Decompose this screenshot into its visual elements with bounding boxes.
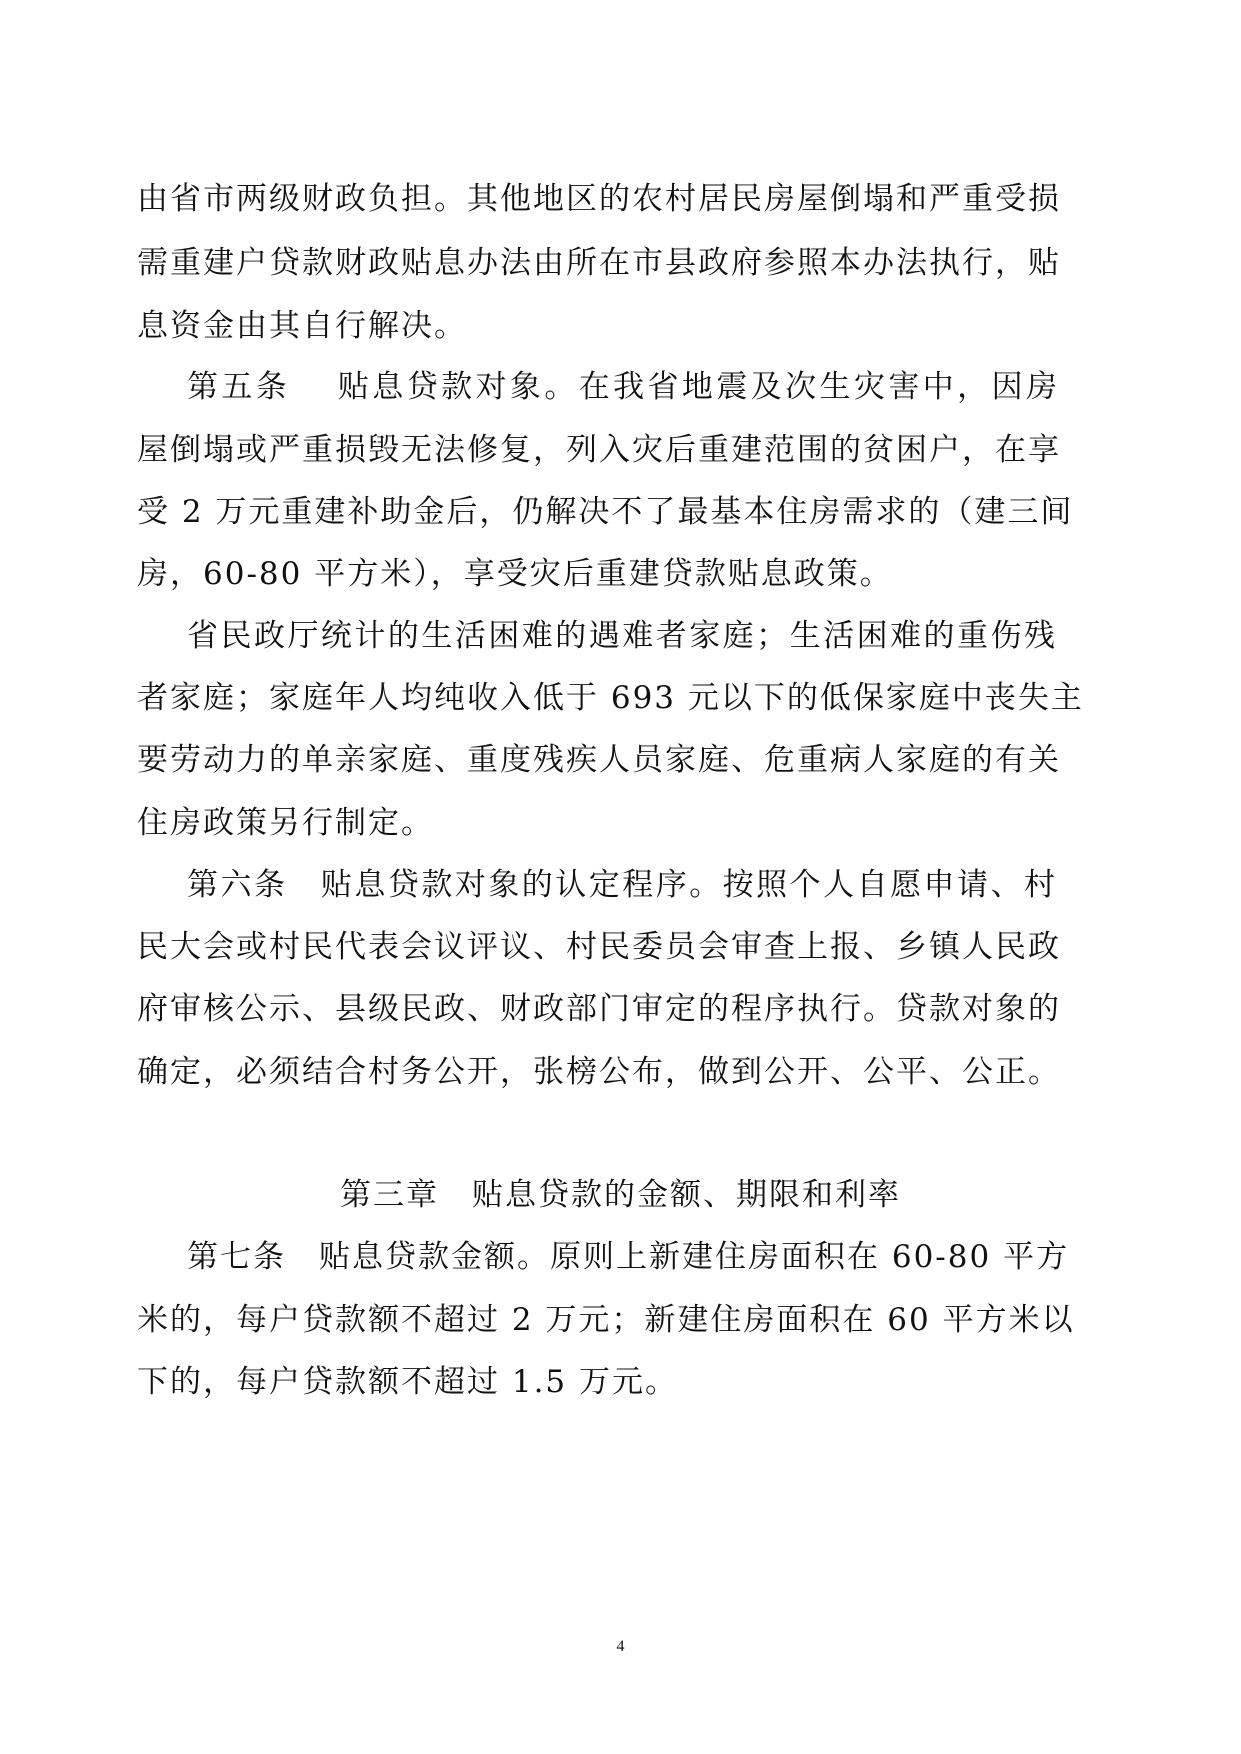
article-6-line-1: 第六条 贴息贷款对象的认定程序。按照个人自愿申请、村: [187, 867, 1057, 903]
article-5-line-2: 屋倒塌或严重损毁无法修复，列入灾后重建范围的贫困户，在享: [137, 432, 1061, 468]
article-6-line-3: 府审核公示、县级民政、财政部门审定的程序执行。贷款对象的: [137, 991, 1061, 1027]
paragraph-3-line-2: 者家庭；家庭年人均纯收入低于 693 元以下的低保家庭中丧失主: [137, 680, 1084, 716]
article-7-line-3: 下的，每户贷款额不超过 1.5 万元。: [137, 1364, 679, 1400]
chapter-title: 第三章 贴息贷款的金额、期限和利率: [340, 1177, 901, 1213]
paragraph-3-line-3: 要劳动力的单亲家庭、重度残疾人员家庭、危重病人家庭的有关: [137, 742, 1061, 778]
article-5-line-1: 第五条 贴息贷款对象。在我省地震及次生灾害中，因房: [187, 369, 1059, 405]
article-7-line-2: 米的，每户贷款额不超过 2 万元；新建住房面积在 60 平方米以: [137, 1302, 1075, 1338]
paragraph-1-line-2: 需重建户贷款财政贴息办法由所在市县政府参照本办法执行，贴: [137, 245, 1061, 281]
paragraph-3-line-1: 省民政厅统计的生活困难的遇难者家庭；生活困难的重伤残: [187, 618, 1057, 654]
page-number: 4: [616, 1638, 625, 1655]
paragraph-1-line-1: 由省市两级财政负担。其他地区的农村居民房屋倒塌和严重受损: [137, 181, 1061, 217]
article-6-line-2: 民大会或村民代表会议评议、村民委员会审查上报、乡镇人民政: [137, 929, 1061, 965]
paragraph-3-line-4: 住房政策另行制定。: [137, 805, 434, 841]
article-5-line-3: 受 2 万元重建补助金后，仍解决不了最基本住房需求的（建三间: [137, 494, 1074, 530]
article-6-line-4: 确定，必须结合村务公开，张榜公布，做到公开、公平、公正。: [137, 1054, 1061, 1090]
article-7-line-1: 第七条 贴息贷款金额。原则上新建住房面积在 60-80 平方: [187, 1239, 1070, 1275]
paragraph-1-line-3: 息资金由其自行解决。: [137, 308, 467, 344]
article-5-line-4: 房，60-80 平方米），享受灾后重建贷款贴息政策。: [137, 556, 893, 592]
